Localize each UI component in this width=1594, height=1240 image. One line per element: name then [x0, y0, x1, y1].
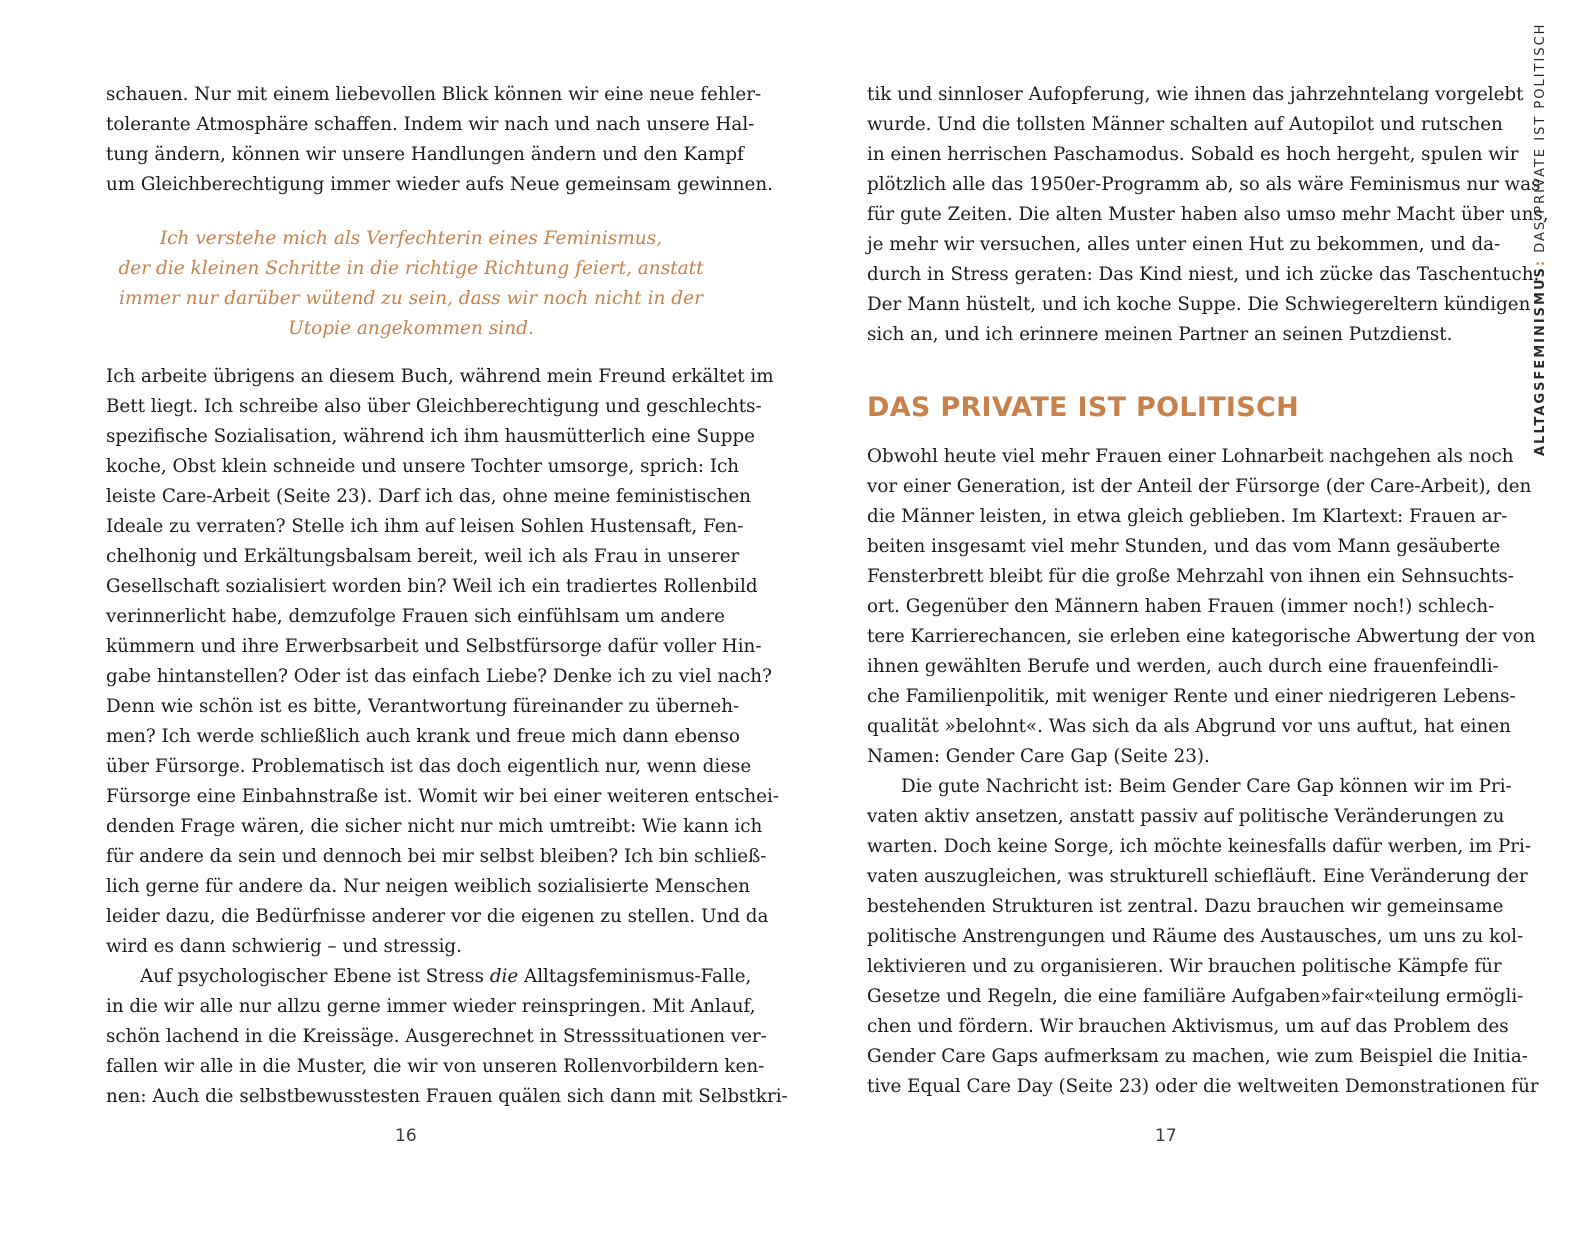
text-line: leider dazu, die Bedürfnisse anderer vor die eigenen zu stellen. Und da — [106, 906, 769, 927]
text-line: beiten insgesamt viel mehr Stunden, und das vom Mann gesäuberte — [867, 536, 1501, 557]
text-line: in einen herrischen Paschamodus. Sobald es hoch hergeht, spulen wir — [867, 144, 1519, 165]
text-line: sich an, und ich erinnere meinen Partner an seinen Putzdienst. — [867, 324, 1453, 345]
text-line: men? Ich werde schließlich auch krank und freue mich dann ebenso — [106, 726, 740, 747]
text-line: fallen wir alle in die Muster, die wir von unseren Rollenvorbildern ken- — [106, 1056, 765, 1077]
quote-line: Ich verstehe mich als Verfechterin eines Feminismus, — [159, 228, 663, 249]
text-line: vaten auszugleichen, was strukturell schiefläuft. Eine Veränderung der — [867, 866, 1528, 887]
text-line: vaten aktiv ansetzen, anstatt passiv auf politische Veränderungen zu — [867, 806, 1505, 827]
text-line: nen: Auch die selbstbewusstesten Frauen quälen sich dann mit Selbstkri- — [106, 1086, 788, 1107]
text-line: che Familienpolitik, mit weniger Rente und einer niedrigeren Lebens- — [867, 686, 1516, 707]
text-line: lektivieren und zu organisieren. Wir brauchen politische Kämpfe für — [867, 956, 1502, 977]
pull-quote — [106, 224, 716, 344]
text-line: gabe hintanstellen? Oder ist das einfach Liebe? Denke ich zu viel nach? — [106, 666, 772, 687]
text-line: qualität »belohnt«. Was sich da als Abgrund vor uns auftut, hat einen — [867, 716, 1511, 737]
running-head-chapter: DAS PRIVATE IST POLITISCH — [1533, 22, 1548, 253]
left-paragraph-2 — [106, 362, 779, 962]
left-paragraph-3 — [106, 962, 788, 1112]
text-line: Die gute Nachricht ist: Beim Gender Care Gap können wir im Pri- — [901, 776, 1512, 797]
text-line: für andere da sein und dennoch bei mir selbst bleiben? Ich bin schließ- — [106, 846, 767, 867]
quote-line: Utopie angekommen sind. — [288, 318, 534, 339]
page-number-right: 17 — [1155, 1126, 1177, 1146]
text-line — [106, 962, 752, 992]
text-line: für gute Zeiten. Die alten Muster haben also umso mehr Macht über uns, — [867, 204, 1549, 225]
text-line: Fürsorge eine Einbahnstraße ist. Womit wir bei einer weiteren entschei- — [106, 786, 779, 807]
text-line: die Männer leisten, in etwa gleich geblieben. Im Klartext: Frauen ar- — [867, 506, 1508, 527]
text-line: um Gleichberechtigung immer wieder aufs Neue gemeinsam gewinnen. — [106, 174, 773, 195]
text-line: tung ändern, können wir unsere Handlungen ändern und den Kampf — [106, 144, 744, 165]
text-line: verinnerlicht habe, demzufolge Frauen sich einfühlsam um andere — [106, 606, 725, 627]
text-line: tik und sinnloser Aufopferung, wie ihnen das jahrzehntelang vorgelebt — [867, 84, 1524, 105]
text-line: denden Frage wären, die sicher nicht nur mich umtreibt: Wie kann ich — [106, 816, 763, 837]
text-line: Fensterbrett bleibt für die große Mehrzahl von ihnen ein Sehnsuchts- — [867, 566, 1514, 587]
left-paragraph-1 — [106, 80, 773, 200]
page-number-left: 16 — [395, 1126, 417, 1146]
text-line: bestehenden Strukturen ist zentral. Dazu brauchen wir gemeinsame — [867, 896, 1504, 917]
quote-line: der die kleinen Schritte in die richtige Richtung feiert, anstatt — [118, 258, 704, 279]
text-line: plötzlich alle das 1950er-Programm ab, so als wäre Feminismus nur was — [867, 174, 1541, 195]
quote-line: immer nur darüber wütend zu sein, dass wir noch nicht in der — [119, 288, 703, 309]
text-line: warten. Doch keine Sorge, ich möchte keinesfalls dafür werben, im Pri- — [867, 836, 1532, 857]
text-run: Auf psychologischer Ebene ist Stress — [140, 966, 490, 987]
text-line: leiste Care-Arbeit (Seite 23). Darf ich das, ohne meine feministischen — [106, 486, 751, 507]
text-line: ort. Gegenüber den Männern haben Frauen (immer noch!) schlech- — [867, 596, 1495, 617]
text-line: Der Mann hüstelt, und ich koche Suppe. Die Schwiegereltern kündigen — [867, 294, 1531, 315]
text-line: Bett liegt. Ich schreibe also über Gleichberechtigung und geschlechts- — [106, 396, 762, 417]
text-line: durch in Stress geraten: Das Kind niest, und ich zücke das Taschentuch. — [867, 264, 1540, 285]
text-line: Obwohl heute viel mehr Frauen einer Lohnarbeit nachgehen als noch — [867, 446, 1514, 467]
running-head — [1533, 22, 1548, 456]
text-line: schön lachend in die Kreissäge. Ausgerechnet in Stresssituationen ver- — [106, 1026, 767, 1047]
text-line: Gesellschaft sozialisiert worden bin? Weil ich ein tradiertes Rollenbild — [106, 576, 758, 597]
running-head-separator: : — [1533, 258, 1548, 267]
text-line: in die wir alle nur allzu gerne immer wieder reinspringen. Mit Anlauf, — [106, 996, 756, 1017]
text-line: wird es dann schwierig – und stressig. — [106, 936, 462, 957]
text-line: Gesetze und Regeln, die eine familiäre Aufgaben»fair«teilung ermögli- — [867, 986, 1524, 1007]
text-line: tive Equal Care Day (Seite 23) oder die weltweiten Demonstrationen für — [867, 1076, 1539, 1097]
text-line: chen und fördern. Wir brauchen Aktivismus, um auf das Problem des — [867, 1016, 1509, 1037]
text-line: über Fürsorge. Problematisch ist das doch eigentlich nur, wenn diese — [106, 756, 752, 777]
text-line: Ich arbeite übrigens an diesem Buch, während mein Freund erkältet im — [106, 366, 774, 387]
text-line: lich gerne für andere da. Nur neigen weiblich sozialisierte Menschen — [106, 876, 750, 897]
text-line: Gender Care Gaps aufmerksam zu machen, wie zum Beispiel die Initia- — [867, 1046, 1528, 1067]
text-line: tolerante Atmosphäre schaffen. Indem wir nach und nach unsere Hal- — [106, 114, 755, 135]
text-line: ihnen gewählten Berufe und werden, auch durch eine frauenfeindli- — [867, 656, 1499, 677]
left-page — [106, 80, 788, 1112]
text-line: vor einer Generation, ist der Anteil der Fürsorge (der Care-Arbeit), den — [867, 476, 1532, 497]
text-line: schauen. Nur mit einem liebevollen Blick können wir eine neue fehler- — [106, 84, 762, 105]
right-paragraph-3 — [867, 772, 1539, 1102]
text-line: kümmern und ihre Erwerbsarbeit und Selbstfürsorge dafür voller Hin- — [106, 636, 762, 657]
text-line: chelhonig und Erkältungsbalsam bereit, weil ich als Frau in unserer — [106, 546, 740, 567]
text-line: je mehr wir versuchen, alles unter einen Hut zu bekommen, und da- — [867, 234, 1501, 255]
running-head-book-title: ALLTAGSFEMINISMUS — [1533, 266, 1548, 456]
emphasis-word: die — [489, 966, 519, 987]
text-line: spezifische Sozialisation, während ich ihm hausmütterlich eine Suppe — [106, 426, 755, 447]
text-line: politische Anstrengungen und Räume des Austausches, um uns zu kol- — [867, 926, 1524, 947]
text-line: Ideale zu verraten? Stelle ich ihm auf leisen Sohlen Hustensaft, Fen- — [106, 516, 744, 537]
text-line: koche, Obst klein schneide und unsere Tochter umsorge, sprich: Ich — [106, 456, 740, 477]
section-heading: DAS PRIVATE IST POLITISCH — [867, 392, 1300, 423]
text-line: Denn wie schön ist es bitte, Verantwortung füreinander zu überneh- — [106, 696, 740, 717]
right-paragraph-2 — [867, 442, 1536, 772]
text-run: Alltagsfeminismus-Falle, — [518, 966, 752, 987]
text-line: tere Karrierechancen, sie erleben eine kategorische Abwertung der von — [867, 626, 1536, 647]
text-line: Namen: Gender Care Gap (Seite 23). — [867, 746, 1210, 767]
text-line: wurde. Und die tollsten Männer schalten auf Autopilot und rutschen — [867, 114, 1503, 135]
